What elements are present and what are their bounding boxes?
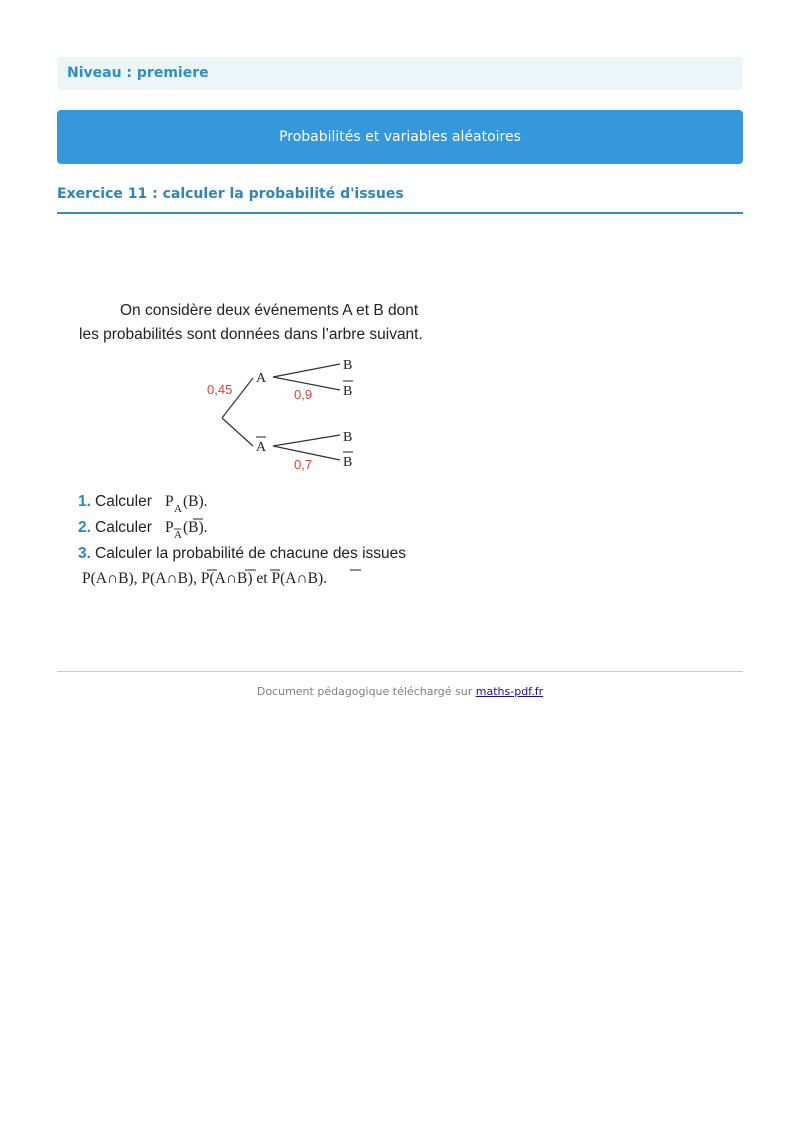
question-1-text: Calculer [95,493,152,510]
footer-text: Document pédagogique téléchargé sur [256,685,473,698]
question-3-text: Calculer la probabilité de chacune des issues [95,545,407,562]
question-2-arg: (B). [183,519,208,536]
footer-divider [57,671,743,672]
exercise-title: Exercice 11 : calculer la probabilité d'issues [57,186,404,202]
question-1-P: P [165,493,174,510]
probability-tree [222,364,340,460]
question-2-number: 2. [78,519,91,536]
chapter-banner [57,110,743,164]
question-1-arg: (B). [183,493,208,510]
intro-line-1: On considère deux événements A et B dont [120,302,419,319]
leaf-notA-B: B [343,430,353,445]
intro-line-2: les probabilités sont données dans l’arbre suivant. [79,326,423,343]
footer-link[interactable]: maths-pdf.fr [475,685,544,698]
question-3-formulas: P(A∩B), P(A∩B), P(A∩B) et P(A∩B). [82,570,327,587]
branch-A-B [273,364,340,377]
question-2-P: P [165,519,174,536]
node-A: A [256,371,267,386]
level-label: Niveau : premiere [67,65,209,81]
prob-notA-notB: 0,7 [294,457,313,472]
branch-notA-B [273,435,340,446]
question-1-sub: A [174,503,182,515]
prob-root-A: 0,45 [207,382,233,397]
leaf-notA-notB: B [343,455,353,470]
question-2-text: Calculer [95,519,152,536]
node-notA: A [256,440,267,455]
exercise-title-underline [57,212,743,214]
question-3-number: 3. [78,545,91,562]
footer [0,685,800,698]
branch-root-notA [222,418,253,446]
chapter-title: Probabilités et variables aléatoires [279,129,521,145]
question-2-sub: A [174,529,182,541]
leaf-A-notB: B [343,384,353,399]
leaf-A-B: B [343,358,353,373]
level-box [57,57,743,90]
exercise-statement [70,290,490,600]
prob-A-notB: 0,9 [294,387,313,402]
question-1-number: 1. [78,493,91,510]
